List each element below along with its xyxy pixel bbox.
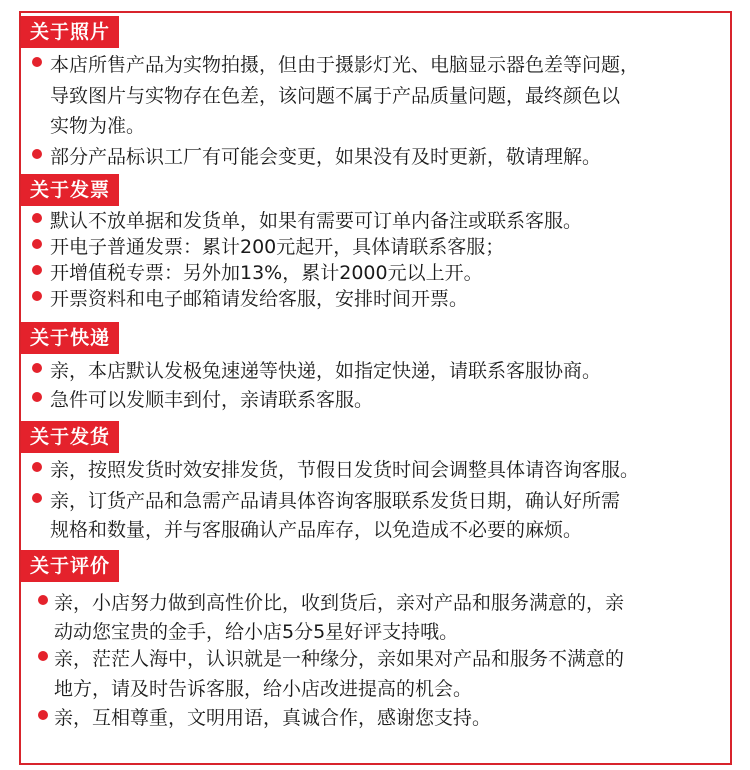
bullet-icon: [32, 57, 42, 67]
bullet-icon: [32, 265, 42, 275]
review-item-2-line-1: 亲，茫茫人海中，认识就是一种缘分，亲如果对产品和服务不满意的: [54, 648, 625, 670]
section-title-photos: 关于照片: [21, 16, 119, 48]
photos-item-2-line-1: 部分产品标识工厂有可能会变更，如果没有及时更新，敬请理解。: [50, 146, 602, 168]
express-item-1: 亲，本店默认发极兔速递等快递，如指定快递，请联系客服协商。: [50, 360, 602, 382]
shipping-item-2-line-1: 亲，订货产品和急需产品请具体咨询客服联系发货日期，确认好所需: [50, 490, 621, 512]
review-item-3: 亲，互相尊重，文明用语，真诚合作，感谢您支持。: [54, 707, 492, 729]
photos-item-1-line-2: 导致图片与实物存在色差，该问题不属于产品质量问题，最终颜色以: [50, 85, 621, 107]
section-title-express: 关于快递: [21, 322, 119, 354]
invoice-item-1: 默认不放单据和发货单，如果有需要可订单内备注或联系客服。: [50, 210, 583, 232]
section-title-invoice: 关于发票: [21, 174, 119, 206]
section-title-shipping: 关于发货: [21, 421, 119, 453]
shipping-item-1: 亲，按照发货时效安排发货，节假日发货时间会调整具体请咨询客服。: [50, 459, 640, 481]
invoice-item-4: 开票资料和电子邮箱请发给客服，安排时间开票。: [50, 288, 469, 310]
bullet-icon: [32, 149, 42, 159]
bullet-icon: [32, 239, 42, 249]
bullet-icon: [32, 291, 42, 301]
bullet-icon: [32, 462, 42, 472]
shipping-item-2-line-2: 规格和数量，并与客服确认产品库存，以免造成不必要的麻烦。: [50, 519, 583, 541]
photos-item-1-line-3: 实物为准。: [50, 115, 146, 137]
bullet-icon: [38, 651, 48, 661]
bullet-icon: [32, 363, 42, 373]
review-item-1-line-1: 亲，小店努力做到高性价比，收到货后，亲对产品和服务满意的，亲: [54, 592, 625, 614]
section-title-review: 关于评价: [21, 550, 119, 582]
bullet-icon: [38, 595, 48, 605]
bullet-icon: [32, 392, 42, 402]
bullet-icon: [38, 710, 48, 720]
invoice-item-3: 开增值税专票：另外加13%，累计2000元以上开。: [50, 262, 483, 284]
express-item-2: 急件可以发顺丰到付，亲请联系客服。: [50, 389, 374, 411]
bullet-icon: [32, 213, 42, 223]
review-item-2-line-2: 地方，请及时告诉客服，给小店改进提高的机会。: [54, 678, 473, 700]
photos-item-1-line-1: 本店所售产品为实物拍摄，但由于摄影灯光、电脑显示器色差等问题，: [50, 54, 640, 76]
review-item-1-line-2: 动动您宝贵的金手，给小店5分5星好评支持哦。: [54, 621, 459, 643]
invoice-item-2: 开电子普通发票：累计200元起开，具体请联系客服；: [50, 236, 505, 258]
bullet-icon: [32, 493, 42, 503]
